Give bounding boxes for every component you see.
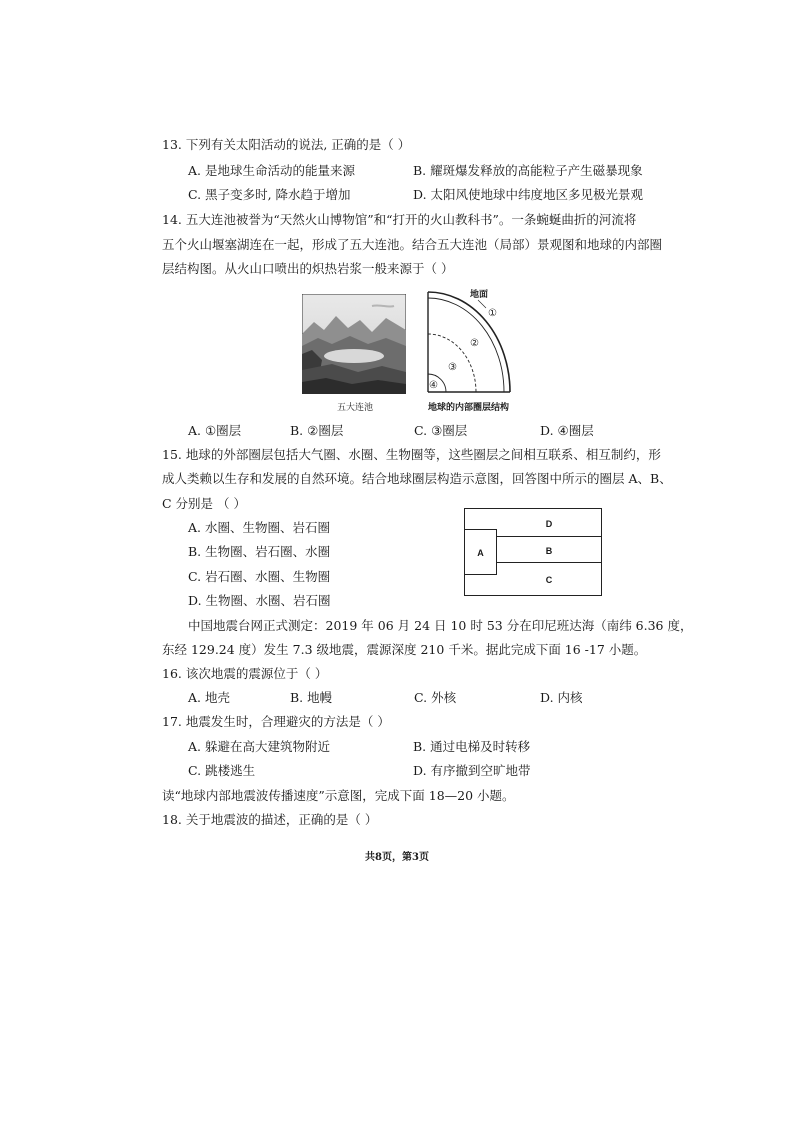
q13-option-d: D. 太阳风使地球中纬度地区多见极光景观 xyxy=(413,187,644,202)
q13-option-c: C. 黑子变多时, 降水趋于增加 xyxy=(188,187,351,202)
q15-option-c: C. 岩石圈、水圈、生物圈 xyxy=(188,569,331,584)
q16-option-a: A. 地壳 xyxy=(188,690,230,705)
q15-stem-line-2: 成人类赖以生存和发展的自然环境。结合地球圈层构造示意图，回答图中所示的圈层 A、B、 xyxy=(162,471,672,486)
earth-interior-diagram xyxy=(424,286,514,398)
q14-option-c: C. ③圈层 xyxy=(414,423,468,438)
q17-option-b: B. 通过电梯及时转移 xyxy=(413,739,531,754)
diagram-label-layer-4: ④ xyxy=(429,380,438,391)
q15-option-a: A. 水圈、生物圈、岩石圈 xyxy=(188,520,330,535)
layer-a-label: A xyxy=(477,548,484,558)
q13-option-b: B. 耀斑爆发释放的高能粒子产生磁暴现象 xyxy=(413,163,643,178)
photo-caption: 五大连池 xyxy=(337,403,374,413)
layer-c-region xyxy=(497,563,601,595)
q14-option-d: D. ④圈层 xyxy=(540,423,594,438)
sphere-structure-diagram xyxy=(464,508,602,596)
layer-a-region xyxy=(465,529,497,575)
q17-stem: 17. 地震发生时，合理避灾的方法是（ ） xyxy=(162,714,390,729)
q14-stem-line-3: 层结构图。从火山口喷出的炽热岩浆一般来源于（ ） xyxy=(162,261,454,276)
landscape-image xyxy=(302,294,406,394)
layer-b-region xyxy=(497,537,601,563)
q13-option-a: A. 是地球生命活动的能量来源 xyxy=(188,163,355,178)
layer-b-label: B xyxy=(545,546,553,556)
q15-stem-line-3: C 分别是 （ ） xyxy=(162,496,246,511)
q14-stem-line-1: 14. 五大连池被誉为“天然火山博物馆”和“打开的火山教科书”。一条蜿蜒曲折的河流将 xyxy=(162,212,637,227)
layer-c-label: C xyxy=(545,575,553,585)
q15-stem-line-1: 15. 地球的外部圈层包括大气圈、水圈、生物圈等，这些圈层之间相互联系、相互制约，形 xyxy=(162,447,661,462)
q16-stem: 16. 该次地震的震源位于（ ） xyxy=(162,666,328,681)
q15-option-b: B. 生物圈、岩石圈、水圈 xyxy=(188,544,331,559)
wudalianchi-photo xyxy=(302,294,406,394)
q14-option-b: B. ②圈层 xyxy=(290,423,344,438)
diagram-label-surface: 地面 xyxy=(470,289,489,299)
q17-option-d: D. 有序撤到空旷地带 xyxy=(413,763,531,778)
q13-stem: 13. 下列有关太阳活动的说法, 正确的是（ ） xyxy=(162,137,411,152)
diagram-caption: 地球的内部圈层结构 xyxy=(428,403,510,413)
q14-option-a: A. ①圈层 xyxy=(188,423,242,438)
diagram-label-layer-3: ③ xyxy=(448,362,457,373)
q16-option-c: C. 外核 xyxy=(414,690,457,705)
intro16-line-1: 中国地震台网正式测定：2019 年 06 月 24 日 10 时 53 分在印尼班达海（南纬 6.36 度， xyxy=(188,618,693,633)
q16-option-d: D. 内核 xyxy=(540,690,583,705)
page-footer: 共8页，第3页 xyxy=(365,852,429,863)
q15-option-d: D. 生物圈、水圈、岩石圈 xyxy=(188,593,331,608)
q17-option-c: C. 跳楼逃生 xyxy=(188,763,256,778)
layer-d-label: D xyxy=(545,519,553,529)
q17-option-a: A. 躲避在高大建筑物附近 xyxy=(188,739,330,754)
diagram-label-layer-1: ① xyxy=(488,308,497,319)
q18-stem: 18. 关于地震波的描述，正确的是（ ） xyxy=(162,812,378,827)
q14-stem-line-2: 五个火山堰塞湖连在一起，形成了五大连池。结合五大连池（局部）景观图和地球的内部圈 xyxy=(162,237,663,252)
layer-d-region xyxy=(497,509,601,537)
intro18-text: 读“地球内部地震波传播速度”示意图，完成下面 18—20 小题。 xyxy=(162,788,515,803)
intro16-line-2: 东经 129.24 度）发生 7.3 级地震，震源深度 210 千米。据此完成下面 16 -17 小题。 xyxy=(162,642,647,657)
diagram-label-layer-2: ② xyxy=(470,338,479,349)
q16-option-b: B. 地幔 xyxy=(290,690,333,705)
